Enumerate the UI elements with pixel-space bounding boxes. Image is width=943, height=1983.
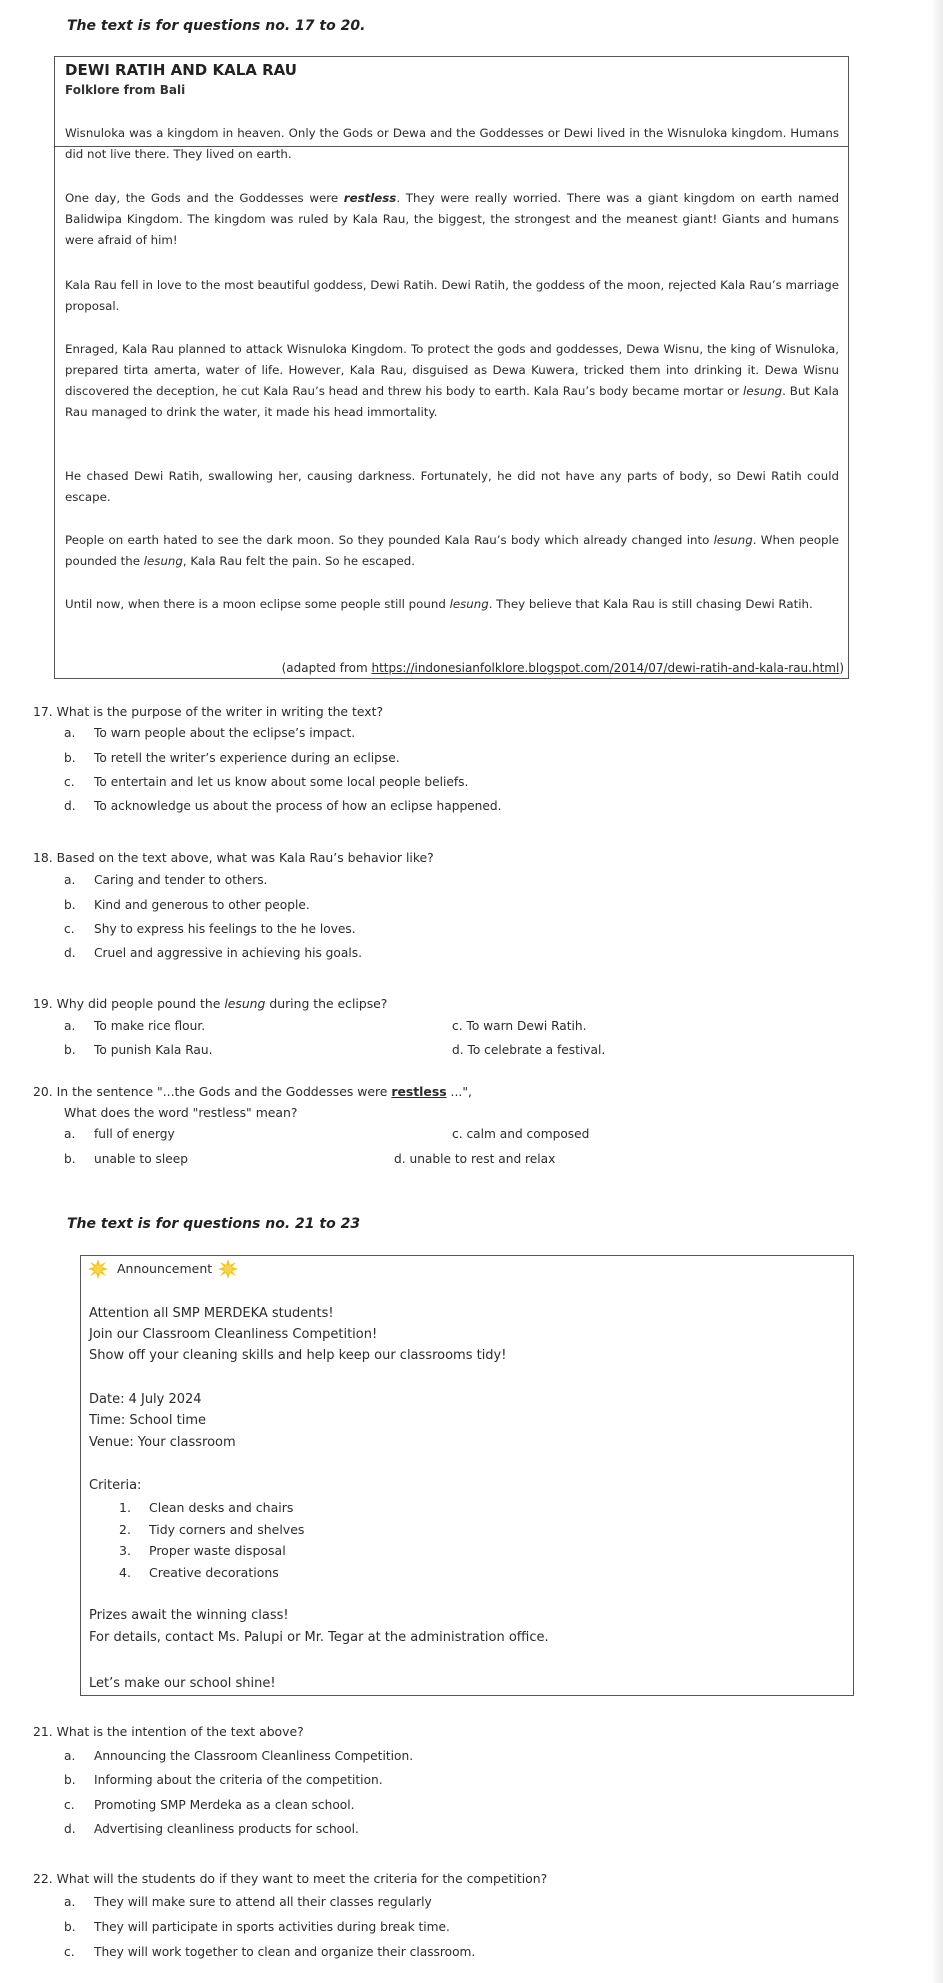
q17-option-b[interactable]: b. To retell the writer’s experience during an eclipse. (64, 751, 400, 765)
question-20-line2: What does the word "restless" mean? (64, 1105, 298, 1120)
q20-option-b[interactable]: b. unable to sleep (64, 1152, 188, 1166)
story-subtitle: Folklore from Bali (65, 83, 186, 97)
q22-option-b[interactable]: b. They will participate in sports activities during break time. (64, 1920, 450, 1934)
announcement-time: Time: School time (89, 1413, 206, 1428)
q22-option-c[interactable]: c. They will work together to clean and organize their classroom. (64, 1945, 476, 1959)
q21-option-d[interactable]: d. Advertising cleanliness products for school. (64, 1822, 359, 1836)
question-20: 20. In the sentence "...the Gods and the Goddesses were restless ...", (33, 1084, 472, 1099)
q18-option-c[interactable]: c. Shy to express his feelings to the he loves. (64, 922, 356, 936)
announcement-line-2: Join our Classroom Cleanliness Competition! (89, 1327, 378, 1342)
q17-option-d[interactable]: d. To acknowledge us about the process of how an eclipse happened. (64, 799, 502, 813)
q20-restless-word: restless (391, 1084, 447, 1099)
question-17: 17. What is the purpose of the writer in writing the text? (33, 704, 384, 719)
announcement-prizes: Prizes await the winning class! (89, 1608, 289, 1623)
question-19: 19. Why did people pound the lesung during the eclipse? (33, 996, 388, 1011)
q17-option-a[interactable]: a. To warn people about the eclipse’s impact. (64, 726, 356, 740)
q18-option-d[interactable]: d. Cruel and aggressive in achieving his goals. (64, 946, 362, 960)
announcement-venue: Venue: Your classroom (89, 1435, 236, 1450)
story-paragraph-7: Until now, when there is a moon eclipse some people still pound lesung. They believe that Kala Rau is still chasing Dewi Ratih. (65, 597, 813, 611)
criteria-item: 4. Creative decorations (119, 1565, 279, 1580)
story-box (54, 56, 849, 679)
q19-option-a[interactable]: a. To make rice flour. (64, 1019, 206, 1033)
word-restless: restless (343, 191, 397, 205)
source-link[interactable]: https://indonesianfolklore.blogspot.com/2014/07/dewi-ratih-and-kala-rau.html (371, 661, 840, 675)
announcement-title: Announcement (117, 1261, 213, 1276)
q18-option-b[interactable]: b. Kind and generous to other people. (64, 898, 310, 912)
story-paragraph-5: He chased Dewi Ratih, swallowing her, causing darkness. Fortunately, he did not have any parts of body, so Dewi Ratih could escape. (65, 469, 839, 504)
story-paragraph-4: Enraged, Kala Rau planned to attack Wisnuloka Kingdom. To protect the gods and goddesses, Dewa Wisnu, the king of Wisnuloka, prepared tirta amerta, water of life. However, Kala Rau, disguised as Dewa Kuwera, tricked them into drinking it. Dewa Wisnu discovered the deception, he cut Kala Rau’s head and threw his body to earth. Kala Rau’s body became mortar or lesung. But Kala Rau managed to drink the water, it made his head immortality. (65, 342, 839, 419)
q19-option-d[interactable]: d. To celebrate a festival. (452, 1043, 606, 1057)
q19-option-b[interactable]: b. To punish Kala Rau. (64, 1043, 213, 1057)
announcement-line-1: Attention all SMP MERDEKA students! (89, 1306, 334, 1321)
announcement-closing: Let’s make our school shine! (89, 1676, 276, 1691)
q21-option-c[interactable]: c. Promoting SMP Merdeka as a clean school. (64, 1798, 355, 1812)
question-21: 21. What is the intention of the text above? (33, 1724, 304, 1739)
criteria-label: Criteria: (89, 1478, 142, 1493)
question-22: 22. What will the students do if they want to meet the criteria for the competition? (33, 1871, 548, 1886)
sun-icon (88, 1259, 108, 1279)
q17-option-c[interactable]: c. To entertain and let us know about some local people beliefs. (64, 775, 469, 789)
story-paragraph-3: Kala Rau fell in love to the most beautiful goddess, Dewi Ratih. Dewi Ratih, the goddess of the moon, rejected Kala Rau’s marriage proposal. (65, 278, 839, 313)
story-paragraph-6: People on earth hated to see the dark moon. So they pounded Kala Rau’s body which already changed into lesung. When people pounded the lesung, Kala Rau felt the pain. So he escaped. (65, 533, 839, 568)
criteria-item: 2. Tidy corners and shelves (119, 1522, 305, 1537)
criteria-item: 3. Proper waste disposal (119, 1543, 286, 1558)
section-heading-17-20: The text is for questions no. 17 to 20. (67, 18, 366, 34)
question-18: 18. Based on the text above, what was Kala Rau’s behavior like? (33, 850, 434, 865)
section-heading-21-23: The text is for questions no. 21 to 23 (67, 1216, 361, 1232)
q19-option-c[interactable]: c. To warn Dewi Ratih. (452, 1019, 587, 1033)
q20-option-a[interactable]: a. full of energy (64, 1127, 175, 1141)
q20-option-c[interactable]: c. calm and composed (452, 1127, 590, 1141)
page-edge-shadow (931, 0, 943, 1983)
announcement-line-3: Show off your cleaning skills and help keep our classrooms tidy! (89, 1348, 507, 1363)
story-title: DEWI RATIH AND KALA RAU (65, 61, 297, 79)
q21-option-b[interactable]: b. Informing about the criteria of the competition. (64, 1773, 383, 1787)
announcement-contact: For details, contact Ms. Palupi or Mr. Tegar at the administration office. (89, 1630, 549, 1645)
announcement-date: Date: 4 July 2024 (89, 1392, 202, 1407)
q18-option-a[interactable]: a. Caring and tender to others. (64, 873, 268, 887)
q21-option-a[interactable]: a. Announcing the Classroom Cleanliness Competition. (64, 1749, 414, 1763)
sun-icon (218, 1259, 238, 1279)
story-paragraph-2: One day, the Gods and the Goddesses were restless. They were really worried. There was a giant kingdom on earth named Balidwipa Kingdom. The kingdom was ruled by Kala Rau, the biggest, the strongest and the meanest giant! Giants and humans were afraid of him! (65, 191, 839, 247)
criteria-item: 1. Clean desks and chairs (119, 1500, 294, 1515)
q22-option-a[interactable]: a. They will make sure to attend all their classes regularly (64, 1895, 432, 1909)
q20-option-d[interactable]: d. unable to rest and relax (394, 1152, 556, 1166)
source-citation: (adapted from https://indonesianfolklore.blogspot.com/2014/07/dewi-ratih-and-kala-rau.html) (281, 661, 844, 675)
story-paragraph-1: Wisnuloka was a kingdom in heaven. Only the Gods or Dewa and the Goddesses or Dewi lived in the Wisnuloka kingdom. Humans did not live there. They lived on earth. (65, 126, 839, 161)
announcement-box (80, 1255, 854, 1696)
